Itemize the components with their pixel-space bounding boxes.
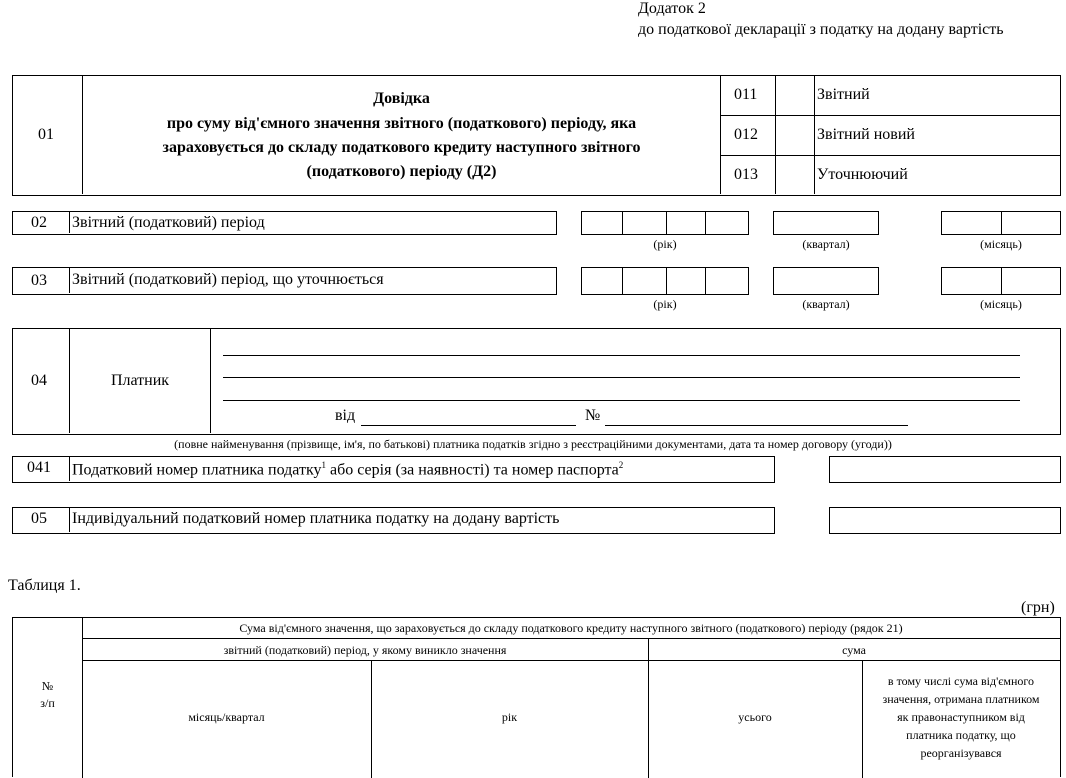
payer-name-line-3[interactable] (223, 400, 1020, 401)
table-num-header-line-2: з/п (40, 696, 55, 710)
table-col-incl-line-4: платника податку, що (906, 728, 1016, 742)
row-03-quarter-input[interactable] (773, 267, 879, 295)
type-code-013: 013 (734, 166, 758, 183)
table-col-total: усього (738, 710, 772, 724)
type-checkbox-012[interactable] (776, 116, 814, 155)
row-041-label: Податковий номер платника податку$^1$ або серія (за наявності) та номер паспорта$^2$ (72, 460, 624, 479)
type-label-013: Уточнюючий (817, 166, 908, 183)
row-code-02: 02 (31, 214, 47, 231)
row-05-label-box (12, 507, 775, 534)
row-041-label-box (12, 456, 775, 483)
row-04-caption: (повне найменування (прізвище, ім'я, по батькові) платника податків згідно з реєстраційними документами, дата та номер договору (угоди)) (174, 437, 892, 451)
row-03-quarter-caption: (квартал) (802, 297, 850, 311)
row-code-041: 041 (27, 459, 51, 476)
table-main-header: Сума від'ємного значення, що зараховується до складу податкового кредиту наступного звітного (податкового) періоду (рядок 21) (239, 621, 903, 635)
payer-name-line-1[interactable] (223, 355, 1020, 356)
type-code-012: 012 (734, 126, 758, 143)
table-1 (12, 617, 1061, 777)
table-col-year: рік (501, 710, 518, 724)
type-label-011: Звітний (817, 86, 870, 103)
type-checkbox-013[interactable] (776, 156, 814, 194)
row-05-vat-number-input[interactable] (829, 507, 1061, 534)
type-label-012: Звітний новий (817, 126, 915, 143)
table-col-incl-line-3: як правонаступником від (897, 710, 1025, 724)
table-period-header: звітний (податковий) період, у якому виникло значення (223, 643, 507, 657)
table-col-month: місяць/квартал (188, 710, 265, 724)
row-03-year-caption: (рік) (653, 297, 677, 311)
row-02-month-input[interactable] (941, 211, 1061, 235)
row-04-payer-block (12, 328, 1061, 435)
type-code-011: 011 (734, 86, 758, 103)
row-code-04: 04 (31, 372, 47, 389)
row-05-label: Індивідуальний податковий номер платника податку на додану вартість (72, 510, 560, 527)
row-02-label: Звітний (податковий) період (72, 214, 265, 231)
title-line-2: про суму від'ємного значення звітного (податкового) періоду, яка (166, 115, 637, 132)
row-03-label-box (12, 267, 557, 295)
title-line-3: зараховується до складу податкового кредиту наступного звітного (162, 139, 641, 156)
table-1-title: Таблиця 1. (8, 577, 81, 594)
title-line-4: (податкового) періоду (Д2) (306, 163, 497, 180)
row-code-05: 05 (31, 510, 47, 527)
contract-number-line[interactable] (605, 425, 908, 426)
row-02-label-box (12, 211, 557, 235)
title-block (12, 75, 1061, 196)
row-code-03: 03 (31, 272, 47, 289)
row-03-month-caption: (місяць) (980, 297, 1022, 311)
row-code-01: 01 (38, 126, 54, 143)
row-03-year-input[interactable] (581, 267, 749, 295)
table-num-header-line-1: № (41, 679, 54, 693)
table-col-incl-line-5: реорганізувався (920, 746, 1002, 760)
appendix-subtitle: до податкової декларації з податку на додану вартість (638, 21, 1004, 38)
table-col-incl-line-1: в тому числі сума від'ємного (887, 674, 1035, 688)
row-02-year-input[interactable] (581, 211, 749, 235)
row-04-from-label: від (335, 407, 356, 424)
payer-name-line-2[interactable] (223, 377, 1020, 378)
table-1-unit: (грн) (1021, 599, 1055, 616)
appendix-number: Додаток 2 (638, 0, 706, 17)
row-04-label: Платник (110, 372, 170, 389)
title-line-1: Довідка (373, 90, 430, 107)
row-02-year-caption: (рік) (653, 237, 677, 251)
row-03-label: Звітний (податковий) період, що уточнюється (72, 271, 384, 288)
row-02-quarter-caption: (квартал) (802, 237, 850, 251)
row-041-tax-number-input[interactable] (829, 456, 1061, 483)
table-sum-header: сума (842, 643, 866, 657)
type-checkbox-011[interactable] (776, 76, 814, 115)
row-02-quarter-input[interactable] (773, 211, 879, 235)
row-04-number-label: № (585, 407, 601, 424)
row-03-month-input[interactable] (941, 267, 1061, 295)
row-02-month-caption: (місяць) (980, 237, 1022, 251)
table-col-incl-line-2: значення, отримана платником (882, 692, 1040, 706)
contract-date-line[interactable] (361, 425, 576, 426)
